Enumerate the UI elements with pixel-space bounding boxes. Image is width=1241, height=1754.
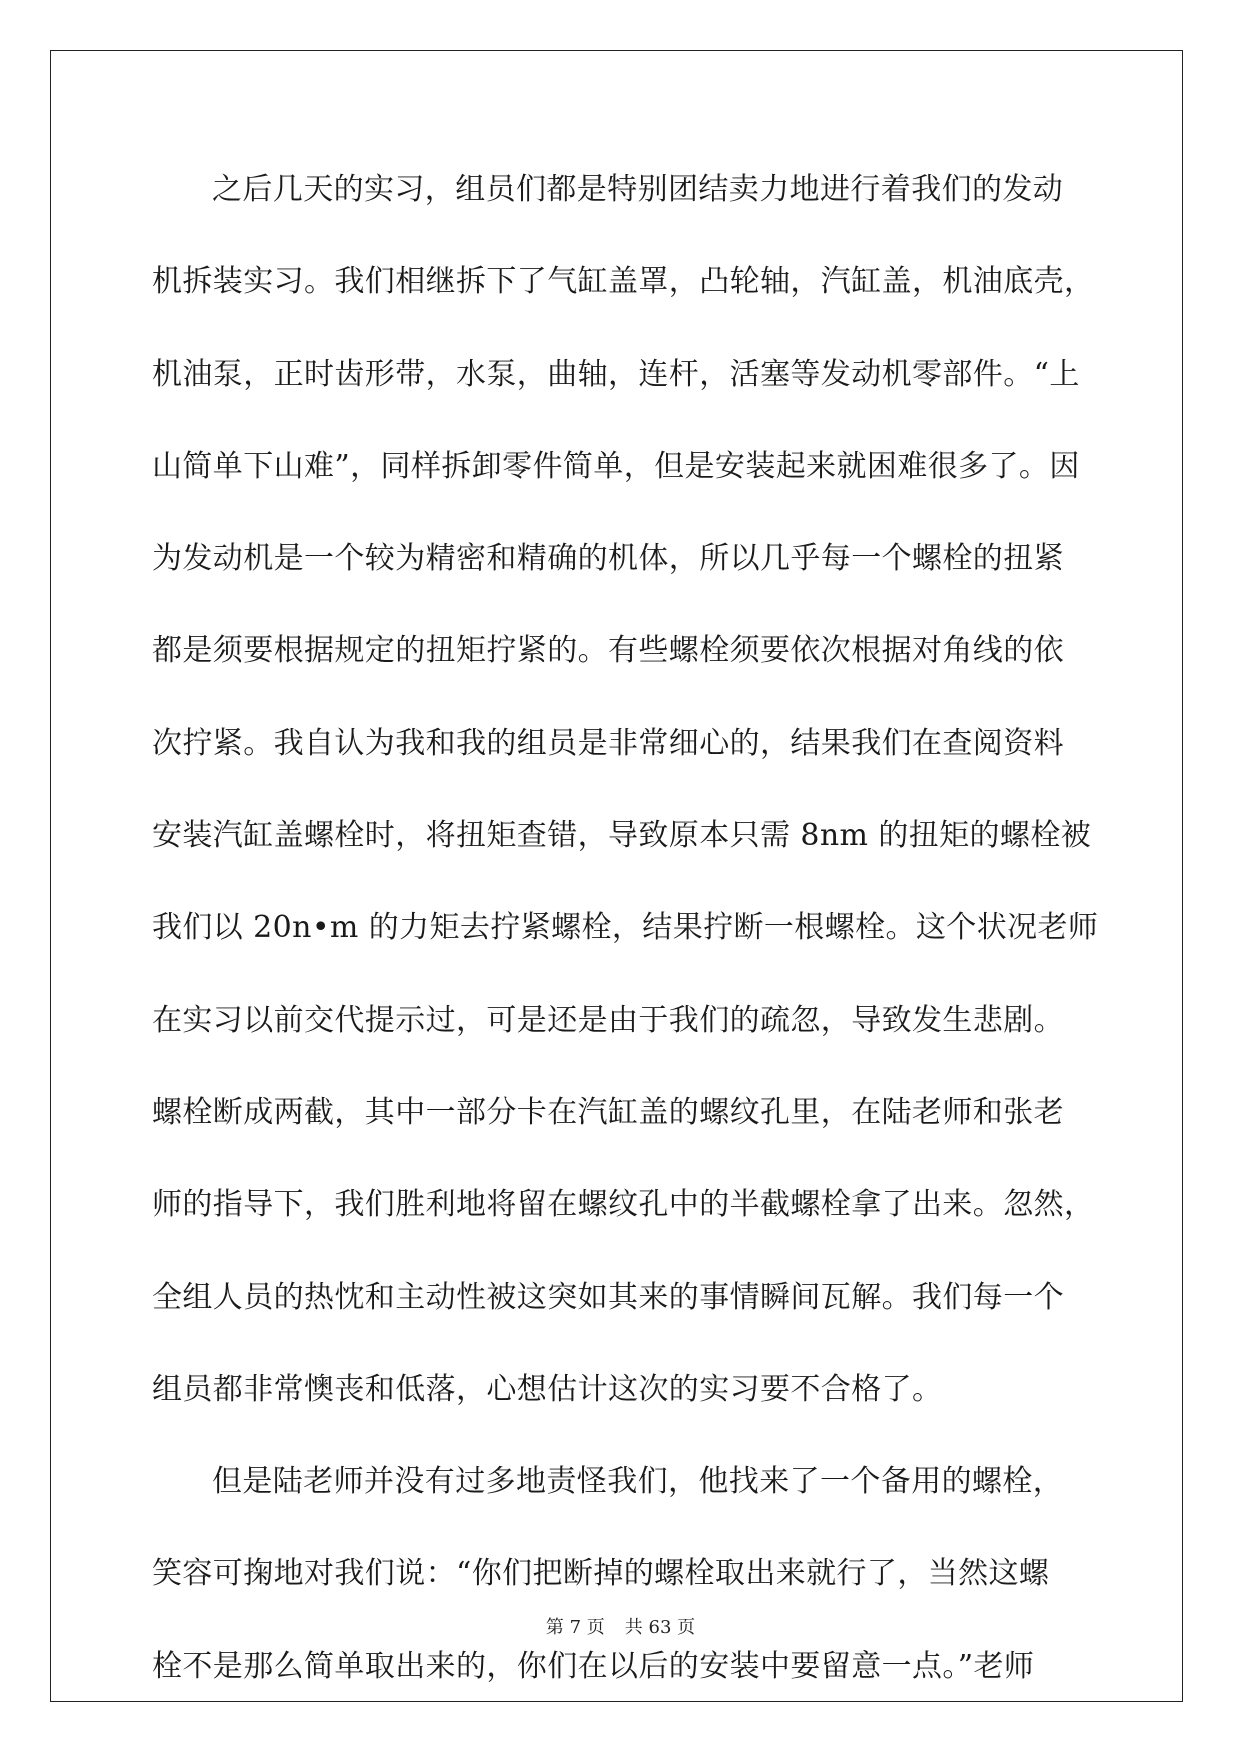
text-line: 全组人员的热忱和主动性被这突如其来的事情瞬间瓦解。我们每一个 — [152, 1279, 1064, 1315]
text-line: 我们以 20n•m 的力矩去拧紧螺栓，结果拧断一根螺栓。这个状况老师 — [152, 910, 1099, 946]
text-line: 组员都非常懊丧和低落，心想估计这次的实习要不合格了。 — [152, 1371, 943, 1407]
text-line: 安装汽缸盖螺栓时，将扭矩查错，导致原本只需 8nm 的扭矩的螺栓被 — [152, 818, 1092, 854]
text-line: 山简单下山难”，同样拆卸零件简单，但是安装起来就困难很多了。因 — [152, 448, 1080, 484]
text-line: 机拆装实习。我们相继拆下了气缸盖罩，凸轮轴，汽缸盖，机油底壳， — [152, 264, 1095, 300]
text-line: 笑容可掬地对我们说：“你们把断掉的螺栓取出来就行了，当然这螺 — [152, 1556, 1050, 1592]
page-number: 第 7 页 — [545, 1617, 605, 1638]
text-line: 师的指导下，我们胜利地将留在螺纹孔中的半截螺栓拿了出来。忽然， — [152, 1187, 1095, 1223]
document-body — [152, 160, 1097, 1729]
text-line: 螺栓断成两截，其中一部分卡在汽缸盖的螺纹孔里，在陆老师和张老 — [152, 1094, 1064, 1130]
page-total: 共 63 页 — [624, 1617, 696, 1638]
text-line: 但是陆老师并没有过多地责怪我们，他找来了一个备用的螺栓， — [212, 1464, 1064, 1500]
text-line: 栓不是那么简单取出来的，你们在以后的安装中要留意一点。”老师 — [152, 1648, 1035, 1684]
text-line: 在实习以前交代提示过，可是还是由于我们的疏忽，导致发生悲剧。 — [152, 1002, 1064, 1038]
text-line: 机油泵，正时齿形带，水泵，曲轴，连杆，活塞等发动机零部件。“上 — [152, 356, 1080, 392]
text-line: 之后几天的实习，组员们都是特别团结卖力地进行着我们的发动 — [212, 172, 1064, 207]
text-line: 为发动机是一个较为精密和精确的机体，所以几乎每一个螺栓的扭紧 — [152, 541, 1064, 577]
page-footer — [0, 1616, 1241, 1640]
text-line: 都是须要根据规定的扭矩拧紧的。有些螺栓须要依次根据对角线的依 — [152, 633, 1064, 669]
text-line: 次拧紧。我自认为我和我的组员是非常细心的，结果我们在查阅资料 — [152, 725, 1064, 761]
